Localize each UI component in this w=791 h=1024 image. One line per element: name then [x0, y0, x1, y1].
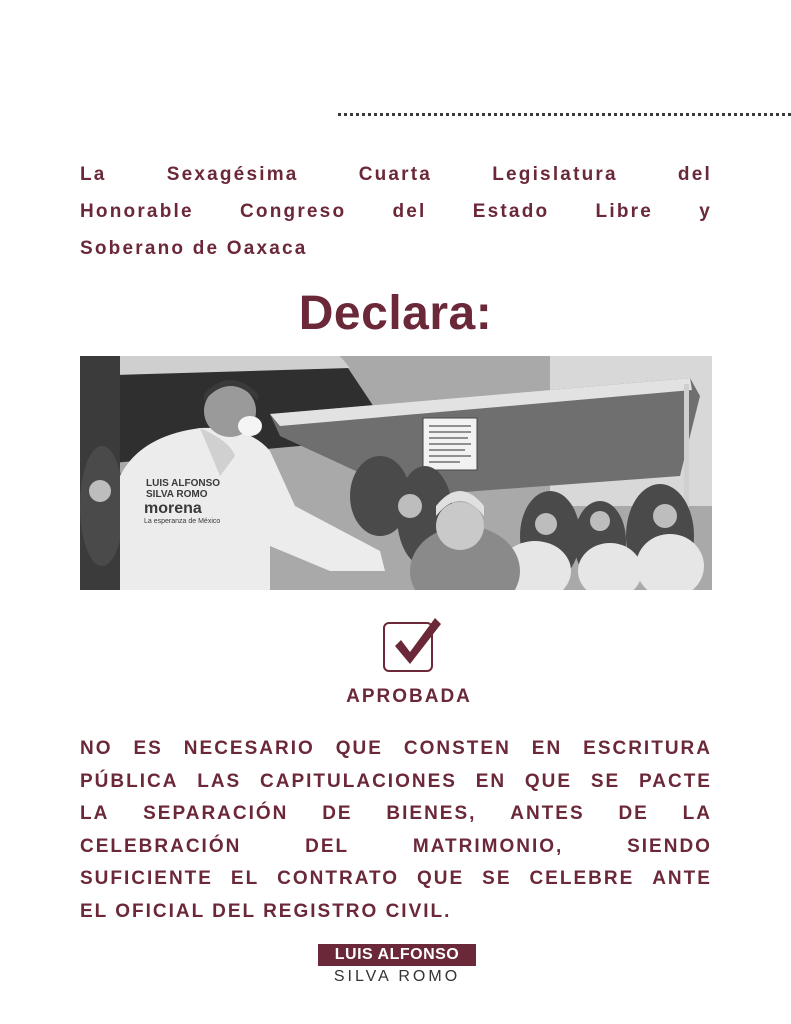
- resolution-word: SIENDO: [627, 835, 712, 857]
- resolution-word: CELEBRACIÓN: [80, 835, 242, 857]
- resolution-line-2: [80, 766, 712, 799]
- resolution-word: CELEBRE: [529, 868, 635, 889]
- intro-word: Honorable: [80, 201, 194, 222]
- resolution-word: ANTE: [652, 868, 712, 889]
- resolution-word: DE: [322, 803, 353, 824]
- resolution-word: SEPARACIÓN: [143, 803, 289, 824]
- logo-name-top: LUIS ALFONSO: [318, 944, 476, 966]
- resolution-line-4: [80, 831, 712, 864]
- resolution-word: SE: [590, 770, 621, 792]
- resolution-word: CONSTEN: [403, 738, 511, 759]
- jacket-text-line: LUIS ALFONSO: [146, 478, 221, 489]
- intro-word: Legislatura: [492, 164, 618, 185]
- resolution-word: ESCRITURA: [583, 738, 712, 759]
- resolution-word: NO: [80, 738, 113, 759]
- campaign-photo: [80, 356, 712, 590]
- resolution-word: SE: [482, 868, 512, 889]
- intro-word: del: [392, 201, 427, 222]
- intro-line-3: Soberano de Oaxaca: [80, 238, 308, 259]
- resolution-text: [80, 733, 712, 928]
- resolution-word: LA: [682, 803, 712, 824]
- checkbox-checked-icon: [385, 612, 445, 672]
- intro-word: Libre: [595, 201, 653, 222]
- resolution-word: QUE: [417, 868, 465, 889]
- resolution-word: QUE: [524, 770, 573, 792]
- page-title: Declara:: [298, 287, 493, 340]
- resolution-word: LA: [80, 803, 110, 824]
- photo-illustration: [80, 356, 712, 590]
- intro-word: Estado: [472, 201, 550, 222]
- resolution-word: PÚBLICA: [80, 770, 179, 792]
- jacket-text-line: morena: [144, 500, 202, 517]
- resolution-line-6: EL OFICIAL DEL REGISTRO CIVIL.: [80, 900, 452, 922]
- politician-logo: [318, 944, 476, 987]
- resolution-word: EN: [531, 738, 563, 759]
- intro-line-1: [80, 156, 712, 193]
- jacket-text-line: La esperanza de México: [144, 518, 221, 525]
- resolution-word: EL: [230, 868, 260, 889]
- resolution-word: PACTE: [639, 770, 712, 792]
- intro-word: Cuarta: [358, 164, 433, 185]
- resolution-word: LAS: [197, 770, 242, 792]
- resolution-word: MATRIMONIO,: [412, 835, 564, 857]
- resolution-word: CONTRATO: [277, 868, 400, 889]
- resolution-word: BIENES,: [386, 803, 477, 824]
- intro-word: Congreso: [239, 201, 347, 222]
- resolution-word: DEL: [305, 835, 350, 857]
- status-label: APROBADA: [346, 686, 472, 707]
- resolution-line-1: [80, 733, 712, 766]
- intro-word: del: [677, 164, 712, 185]
- jacket-text-line: SILVA ROMO: [146, 489, 208, 500]
- intro-word: y: [699, 201, 712, 222]
- intro-word: Sexagésima: [166, 164, 299, 185]
- resolution-word: ES: [133, 738, 163, 759]
- resolution-word: QUE: [335, 738, 383, 759]
- resolution-word: SUFICIENTE: [80, 868, 213, 889]
- intro-word: La: [80, 164, 107, 185]
- resolution-word: CAPITULACIONES: [260, 770, 457, 792]
- intro-line-2: [80, 193, 712, 230]
- logo-name-bottom: SILVA ROMO: [333, 968, 461, 985]
- intro-paragraph: [80, 156, 712, 267]
- resolution-word: ANTES: [510, 803, 585, 824]
- resolution-word: NECESARIO: [183, 738, 315, 759]
- resolution-line-5: [80, 863, 712, 896]
- resolution-word: DE: [618, 803, 649, 824]
- dotted-divider: [338, 113, 791, 116]
- resolution-line-3: [80, 798, 712, 831]
- resolution-word: EN: [475, 770, 507, 792]
